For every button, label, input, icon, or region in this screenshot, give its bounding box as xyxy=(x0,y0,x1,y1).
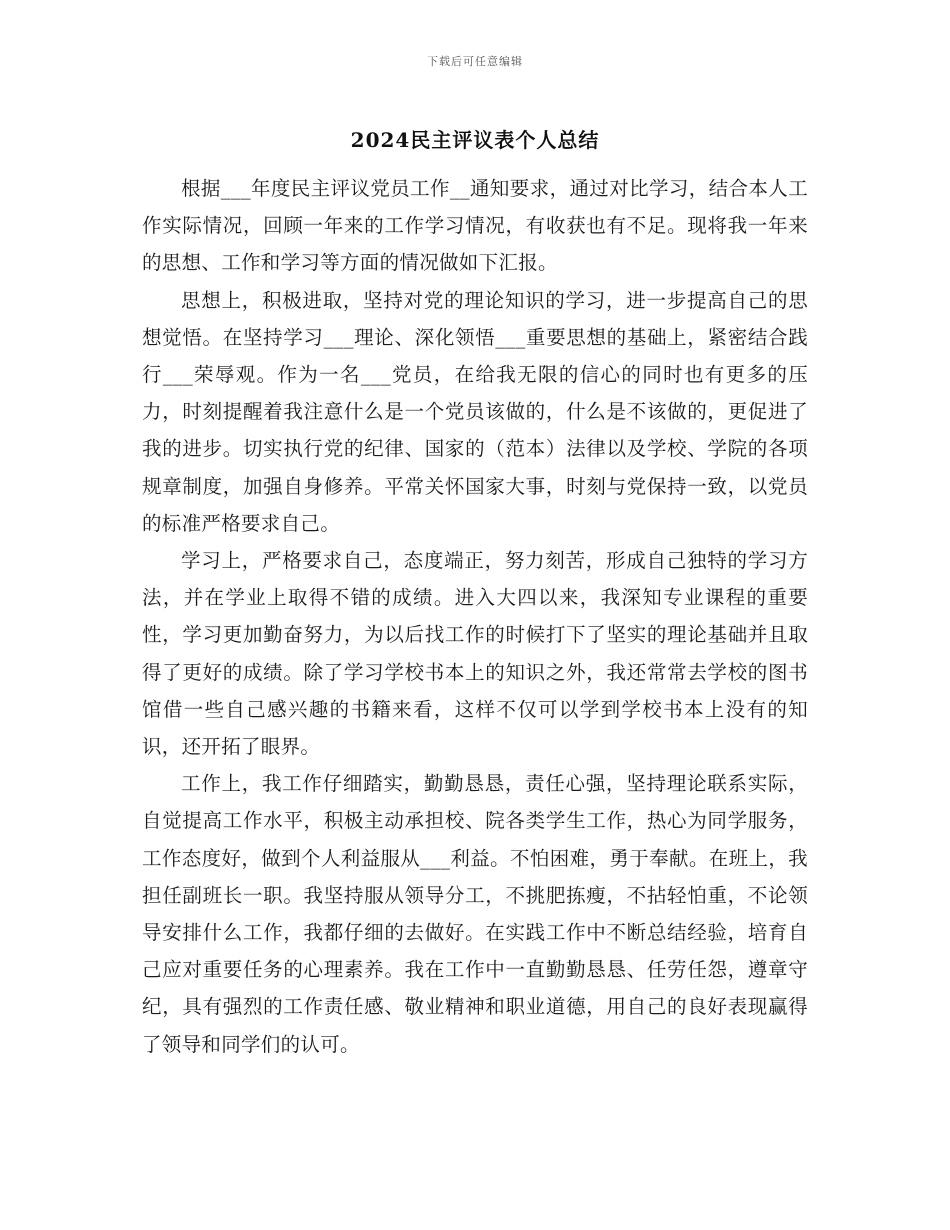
header-note: 下载后可任意编辑 xyxy=(427,55,523,68)
paragraph-intro: 根据___年度民主评议党员工作__通知要求，通过对比学习，结合本人工作实际情况，回顾一年来的工作学习情况，有收获也有不足。现将我一年来的思想、工作和学习等方面的情况做如下汇报。 xyxy=(142,177,808,275)
document-body xyxy=(142,170,808,1063)
paragraph-study: 学习上，严格要求自己，态度端正，努力刻苦，形成自己独特的学习方法，并在学业上取得不错的成绩。进入大四以来，我深知专业课程的重要性，学习更加勤奋努力，为以后找工作的时候打下了坚实的理论基础并且取得了更好的成绩。除了学习学校书本上的知识之外，我还常常去学校的图书馆借一些自己感兴趣的书籍来看，这样不仅可以学到学校书本上没有的知识，还开拓了眼界。 xyxy=(142,549,808,759)
paragraph-work: 工作上，我工作仔细踏实，勤勤恳恳，责任心强，坚持理论联系实际，自觉提高工作水平，积极主动承担校、院各类学生工作，热心为同学服务，工作态度好，做到个人利益服从___利益。不怕困难，勇于奉献。在班上，我担任副班长一职。我坚持服从领导分工，不挑肥拣瘦，不拈轻怕重，不论领导安排什么工作，我都仔细的去做好。在实践工作中不断总结经验，培育自己应对重要任务的心理素养。我在工作中一直勤勤恳恳、任劳任怨，遵章守纪，具有强烈的工作责任感、敬业精神和职业道德，用自己的良好表现赢得了领导和同学们的认可。 xyxy=(142,772,808,1056)
document-title: 2024民主评议表个人总结 xyxy=(350,128,600,152)
paragraph-ideology: 思想上，积极进取，坚持对党的理论知识的学习，进一步提高自己的思想觉悟。在坚持学习___理论、深化领悟___重要思想的基础上，紧密结合践行___荣辱观。作为一名___党员，在给我无限的信心的同时也有更多的压力，时刻提醒着我注意什么是一个党员该做的，什么是不该做的，更促进了我的进步。切实执行党的纪律、国家的（范本）法律以及学校、学院的各项规章制度，加强自身修养。平常关怀国家大事，时刻与党保持一致，以党员的标准严格要求自己。 xyxy=(142,288,808,535)
